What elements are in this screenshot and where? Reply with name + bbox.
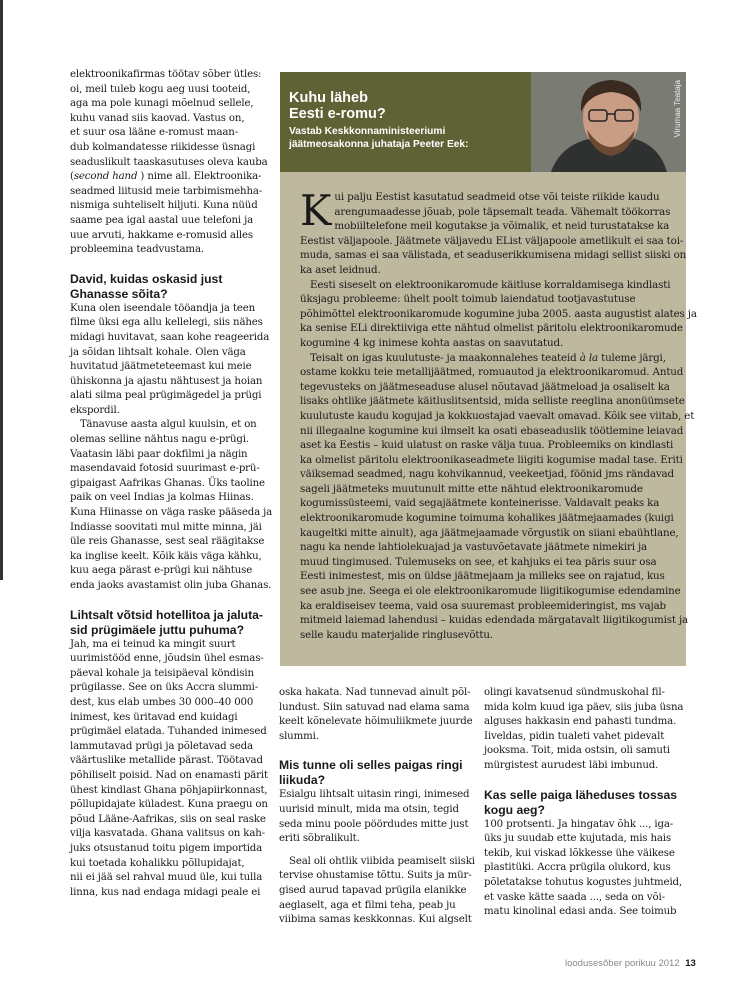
portrait-photo <box>531 72 686 172</box>
sidebar-para-3 <box>300 351 695 643</box>
text-line: kuu aega pärast e-prügi kui nähtuse <box>70 565 253 577</box>
text-line: et vaske kätte saada ..., seda on või- <box>484 891 665 903</box>
text-line: keelt kõnelevate hõimuliikmete juurde <box>279 716 473 728</box>
text-line: ühiskonna ja ajastu nähtusest ja hoian <box>70 375 263 387</box>
text-line: arengumaadesse jõuab, pole täpsemalt teada. Vähemalt töökorras <box>334 205 671 218</box>
text-line: Seal oli ohtlik viibida peamiselt siiski <box>289 855 475 867</box>
text-line: prügimäel elatada. Tuhanded inimesed <box>70 726 267 738</box>
text-line: Iiveldas, pidin tualeti vahet pidevalt <box>484 730 665 742</box>
text-line: elektroonikafirmas töötav sõber ütles: <box>70 69 262 80</box>
text-line: elektroonikaromude kogumine toimuma kohalikes jäätmejaamades (kuigi <box>300 512 674 525</box>
text-line: kogumine 4 kg inimese kohta aastas on saavutatud. <box>300 336 564 349</box>
text-line: mobiiltelefone meil kogutakse ja võimalik, et neid turustatakse ka <box>334 220 670 233</box>
text-line: ostame kokku teie metallijäätmed, romuautod ja elektroonikaromud. Antud <box>300 366 684 379</box>
text-line: nismiga suhteliselt hiljuti. Kuna nüüd <box>70 200 258 212</box>
text-line: probleemina teadvustama. <box>70 244 204 256</box>
left-para-1 <box>70 68 270 258</box>
question-heading-2 <box>70 608 270 638</box>
text-line: Vaatasin läbi paar dokfilmi ja nägin <box>70 448 248 460</box>
text-line: aga ma pole kunagi mõelnud sellele, <box>70 98 254 110</box>
right-column <box>484 686 684 920</box>
magazine-name: loodusesõber <box>565 958 623 969</box>
text-line: Mis tunne oli selles paigas ringi <box>279 758 463 773</box>
text-line: saame pea igal aastal uue telefoni ja <box>70 214 253 226</box>
text-line: matu kinolinal edasi anda. See toimub <box>484 906 677 918</box>
text-line: nagu ka nende lahtiolekuajad ja vastuvõetavate jäätmete nimekiri ja <box>300 541 648 554</box>
text-line: jooksma. Toit, mida ostsin, oli samuti <box>484 745 670 757</box>
text-line: muda, samas ei saa välistada, et seaduserikkumisena midagi sellist siiski on <box>300 249 687 262</box>
text-line: seda minu poole pöördudes mitte just <box>279 818 469 830</box>
text-line: ekspordil. <box>70 404 120 416</box>
text-line: nii ei jää sel rahval muud üle, kui tulla <box>70 872 263 884</box>
text-line: kogu aeg? <box>484 802 545 817</box>
text-line: plastitüki. Accra prügila olukord, kus <box>484 862 671 874</box>
text-line: olingi kavatsenud sündmuskohal fil- <box>484 687 665 698</box>
text-line: ui palju Eestist kasutatud seadmeid otse või teiste riikide kaudu <box>334 191 660 203</box>
text-line: Esialgu lihtsalt uitasin ringi, inimesed <box>279 789 470 801</box>
text-line: sageli jäätmeteks muutunult mitte ette nähtud elektroonikaromude <box>300 482 643 495</box>
text-line: uue arvuti, hakkame e-romusid alles <box>70 229 254 241</box>
text-line: masendavaid fotosid suurimast e-prü- <box>70 463 260 475</box>
text-line: Indiasse soovitati mul mitte minna, jäi <box>70 521 262 533</box>
text-line: prügilasse. See on üks Accra slummi- <box>70 682 259 694</box>
text-line: ühest kindlast Ghana põhjapiirkonnast, <box>70 784 268 796</box>
text-line: põud Lääne-Aafrikas, siis on seal raske <box>70 813 266 825</box>
text-line: ka senise ELi direktiiviga ette nähtud olmelist päritolu elektroonikaromude <box>300 322 683 335</box>
text-line: Eesti siseselt on elektroonikaromude käitluse korraldamisega kindlasti <box>310 278 671 291</box>
text-line: lundust. Siin satuvad nad elama sama <box>279 701 470 713</box>
mid-para-2 <box>279 788 474 846</box>
text-line: Teisalt on igas kuulutuste- ja maakonnalehes teateid à la tuleme järgi, <box>310 351 666 364</box>
mid-para-1 <box>279 686 474 744</box>
text-line: liikuda? <box>279 773 326 788</box>
text-line: (second hand ) nime all. Elektroonika- <box>70 171 262 183</box>
text-line: oska hakata. Nad tunnevad ainult põl- <box>279 687 471 698</box>
text-line: tervise ohustamise tõttu. Suits ja mür- <box>279 870 472 882</box>
text-line: huvitatud jäätmeteteemast kui meie <box>70 361 252 373</box>
issue-label: porikuu 2012 <box>624 958 680 969</box>
text-line: seadmed liitusid meie tarbimismehha- <box>70 185 263 197</box>
photo-credit: Virumaa Teataja <box>673 80 682 138</box>
text-line: lisaks ohtlike jäätmete käitluslitsentsid, mida selliste reeglina anonüümsete <box>300 395 685 408</box>
text-line: Ghanasse sõita? <box>70 286 168 301</box>
text-line: põllupidajate küladest. Kuna praegu on <box>70 799 268 811</box>
text-line: gipaigast Aafrikas Ghanas. Üks taoline <box>70 477 265 489</box>
text-line: uurisid minult, mida ma otsin, tegid <box>279 803 459 815</box>
text-line: linna, kus nad endaga midagi peale ei <box>70 886 261 898</box>
sidebar-body <box>280 172 697 666</box>
text-line: aset ka Eestis – kuid ulatust on raske välja tuua. Probleemiks on kindlasti <box>300 439 674 452</box>
text-line: Eestist väljapoole. Jäätmete väljavedu EList väljapoole ametlikult ei saa toi- <box>300 234 684 247</box>
text-line: olemas selline nähtus nagu e-prügi. <box>70 434 249 446</box>
text-line: kuulutuste kaudu kogujad ja kokkuostajad vaevalt omavad. Kõik see viitab, et <box>300 409 695 422</box>
text-line: mürgistest aurudest läbi imbunud. <box>484 759 659 771</box>
text-line: muud tingimused. Tulemuseks on see, et kahjuks ei tea päris suur osa <box>300 555 657 568</box>
text-line: Jah, ma ei teinud ka mingit suurt <box>70 638 236 650</box>
mid-para-3 <box>279 855 474 928</box>
text-line: midagi huvitavat, saan kohe reageerida <box>70 331 270 343</box>
left-para-2 <box>70 302 270 419</box>
text-line: üksjagu probleeme: ühelt poolt toimub laiendatud tootjavastutuse <box>300 293 636 306</box>
question-heading-1 <box>70 272 270 302</box>
drop-cap: K <box>300 186 332 235</box>
text-line: alguses hakkasin end pahasti tundma. <box>484 716 677 728</box>
text-line: mitmeid laiemad lahendusi – kuidas edendada märgatavalt liigitikogumist ja <box>300 614 689 627</box>
text-line: päeval kohale ja teisipäeval köndisin <box>70 667 254 679</box>
page-number: 13 <box>685 958 696 969</box>
interview-sidebar <box>280 72 697 666</box>
text-line: see asub jne. Seega ei ole elektroonikaromude liigitikogumise edendamine <box>300 585 681 598</box>
page-edge-bar <box>0 0 3 580</box>
text-line: viibima samas keskkonnas. Kui algselt <box>279 914 472 926</box>
text-line: kui toetada kohalikku põllupidajat, <box>70 857 245 869</box>
text-line: väärtuslike metallide pärast. Töötavad <box>70 755 263 767</box>
middle-column <box>279 686 474 928</box>
text-line: ka inglise keelt. Kõik käis väga kähku, <box>70 550 262 562</box>
text-line: uurimistööd enne, jõudsin ühel esmas- <box>70 653 264 665</box>
text-line: lammutavad prügi ja põletavad seda <box>70 740 253 752</box>
text-line: Kuna olen iseendale tööandja ja teen <box>70 302 256 314</box>
text-line: väiksemad seadmed, nagu kohvikannud, veekeetjad, föönid jms rändavad <box>300 468 674 481</box>
text-line: juks otsustanud toitu pigem importida <box>70 842 263 854</box>
text-line: vilja kasvatada. Ghana valitsus on kah- <box>70 828 265 840</box>
text-line: ka olmelist päritolu elektroonikaseadmete liigiti kogumise madal tase. Eriti <box>300 453 683 466</box>
text-line: mida kolm kuud iga päev, siis juba üsna <box>484 701 684 713</box>
question-heading-3 <box>279 758 474 788</box>
text-line: enda jaoks avastamist olin juba Ghanas. <box>70 580 272 591</box>
text-line: nii illegaalne kogumine kui ilmselt ka osati ebaseaduslik töötlemine leiavad <box>300 424 684 437</box>
text-line: ja sõidan lihtsalt kohale. Olen väga <box>70 346 246 358</box>
text-line: ka aset leidnud. <box>300 263 381 276</box>
text-line: slummi. <box>279 730 319 742</box>
text-line: David, kuidas oskasid just <box>70 271 223 286</box>
text-line: dub kolmandatesse riikidesse üsnagi <box>70 141 256 153</box>
sidebar-para-1 <box>300 186 687 278</box>
text-line: eriti sõbralikult. <box>279 833 360 845</box>
text-line: põhimõttel elektroonikaromude kogumine juba 2005. aasta augustist alates ja <box>300 307 697 320</box>
text-line: Lihtsalt võtsid hotellitoa ja jaluta- <box>70 607 263 622</box>
text-line: gised aurud tapavad prügila elanikke <box>279 884 467 896</box>
text-line: kuhu vanad siis kaovad. Vastus on, <box>70 112 245 124</box>
question-heading-4 <box>484 788 684 818</box>
text-line: tekib, kui viskad lõkkesse ühe väikese <box>484 847 675 859</box>
left-para-3 <box>70 418 273 593</box>
text-line: Eesti inimestest, mis on üldse jäätmejaam ja milleks see on rajatud, kus <box>300 570 665 583</box>
text-line: inimest, kes üritavad end kuidagi <box>70 711 238 723</box>
text-line: oi, meil tuleb kogu aeg uusi tooteid, <box>70 83 251 95</box>
text-line: põhiliselt poisid. Nad on enamasti pärit <box>70 769 268 781</box>
text-line: kogumissüsteemi, vaid segajäätmete konteinerisse. Valdavalt peaks ka <box>300 497 660 510</box>
left-column <box>70 68 273 900</box>
text-line: üle reis Ghanasse, sest seal räägitakse <box>70 536 265 548</box>
sidebar-para-2 <box>300 278 697 351</box>
sidebar-title: Kuhu läheb Eesti e-romu? <box>289 90 386 122</box>
text-line: filme üksi ega allu kellelegi, siis nähes <box>70 317 263 329</box>
right-para-2 <box>484 818 684 920</box>
right-para-1 <box>484 686 684 774</box>
text-line: Tänavuse aasta algul kuulsin, et on <box>80 419 257 431</box>
page-footer <box>565 958 696 969</box>
sidebar-header <box>280 72 686 172</box>
text-line: Kuna Hiinasse on väga raske pääseda ja <box>70 507 273 519</box>
text-line: kaugeltki mitte ainult), aga jäätmejaamade võrgustik on siiani ebaühtlane, <box>300 526 679 539</box>
text-line: 100 protsenti. Ja hingatav õhk ..., iga- <box>484 818 674 830</box>
text-line: selle kaudu materjalide ringlusevõttu. <box>300 628 494 641</box>
text-line: tegevusteks on jäätmeseaduse alusel nõutavad jäätmeload ja osaliselt ka <box>300 380 670 393</box>
sidebar-subtitle: Vastab Keskkonnaministeeriumi jäätmeosakonna juhataja Peeter Eek: <box>289 126 469 150</box>
text-line: ka eraldiseisev teema, vaid osa suuremast probleemideringist, ms vajab <box>300 599 666 612</box>
text-line: põletatakse tohutus kogustes juhtmeid, <box>484 876 683 888</box>
text-line: üks ju suudab ette kujutada, mis hais <box>484 833 671 845</box>
text-line: Kas selle paiga läheduses tossas <box>484 787 678 802</box>
text-line: dest, kus elab umbes 30 000–40 000 <box>70 696 254 708</box>
text-line: aeglaselt, aga et filmi teha, peab ju <box>279 899 456 911</box>
portrait-illustration <box>531 72 686 172</box>
text-line: paik on veel Indias ja kolmas Hiinas. <box>70 492 254 504</box>
left-para-4 <box>70 638 270 901</box>
text-line: et suur osa lääne e-romust maan- <box>70 127 238 139</box>
text-line: seaduslikult taaskasutuses oleva kauba <box>70 156 268 168</box>
text-line: alati silma peal prügimägedel ja prügi <box>70 390 262 402</box>
text-line: sid prügimäele juttu puhuma? <box>70 622 245 637</box>
